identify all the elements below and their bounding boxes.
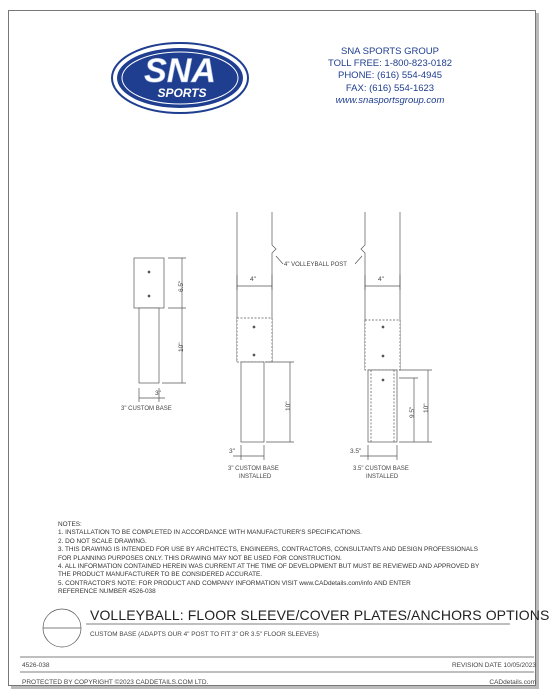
drawing-title: VOLLEYBALL: FLOOR SLEEVE/COVER PLATES/ANCHORS OPTIONS bbox=[90, 607, 550, 623]
drawing-number: 4526-038 bbox=[22, 662, 50, 669]
base1-dim-width: 3" bbox=[155, 390, 161, 397]
copyright-notice: PROTECTED BY COPYRIGHT ©2023 CADDETAILS.COM LTD. bbox=[22, 679, 209, 686]
logo-sub-text: SPORTS bbox=[157, 86, 207, 100]
note-line: REFERENCE NUMBER 4526-038 bbox=[58, 588, 156, 596]
base2-drawing bbox=[233, 212, 294, 460]
company-toll-free: TOLL FREE: 1-800-823-0182 bbox=[327, 58, 453, 70]
notes-section bbox=[58, 521, 508, 597]
note-line: 4. ALL INFORMATION CONTAINED HEREIN WAS CURRENT AT THE TIME OF DEVELOPMENT BUT MUST BE REVIEWED AND APPROVED BY bbox=[58, 563, 480, 571]
note-line: 2. DO NOT SCALE DRAWING. bbox=[58, 537, 147, 545]
base3-label-line2: INSTALLED bbox=[366, 474, 399, 480]
base3-dim-base: 3.5" bbox=[350, 448, 362, 455]
company-name: SNA SPORTS GROUP bbox=[340, 46, 439, 57]
post-label: 4" VOLLEYBALL POST bbox=[284, 262, 347, 268]
base3-drawing bbox=[360, 212, 432, 460]
base1-dim-upper: 6.5" bbox=[178, 280, 185, 292]
company-phone: PHONE: (616) 554-4945 bbox=[337, 70, 443, 82]
source-credit: CADdetails.com bbox=[489, 679, 536, 686]
company-website: www.snasportsgroup.com bbox=[335, 94, 445, 106]
base1-label: 3" CUSTOM BASE bbox=[121, 406, 172, 412]
base3-label-line1: 3.5" CUSTOM BASE bbox=[353, 466, 409, 472]
drawing-subtitle: CUSTOM BASE (ADAPTS OUR 4" POST TO FIT 3" OR 3.5" FLOOR SLEEVES) bbox=[90, 631, 319, 638]
company-fax: FAX: (616) 554-1623 bbox=[345, 82, 435, 94]
base2-label-line2: INSTALLED bbox=[239, 474, 272, 480]
base2-dim-height: 10" bbox=[285, 401, 292, 411]
base3-dim-inner: 9.5" bbox=[409, 406, 416, 418]
revision-date: REVISION DATE 10/05/2023 bbox=[451, 662, 536, 669]
title-block bbox=[38, 604, 550, 656]
base2-dim-base: 3" bbox=[229, 448, 235, 455]
base1-dim-lower: 10" bbox=[178, 342, 185, 352]
note-line: FOR PLANNING PURPOSES ONLY. THIS DRAWING MAY NOT BE USED FOR CONSTRUCTION. bbox=[58, 554, 342, 562]
note-line: 5. CONTRACTOR'S NOTE: FOR PRODUCT AND COMPANY INFORMATION VISIT www.CADdetails.com/info AND ENTER bbox=[58, 579, 411, 587]
note-line: THE PRODUCT MANUFACTURER TO BE CONSIDERED ACCURATE. bbox=[58, 571, 263, 579]
logo-main-text: SNA bbox=[144, 52, 216, 90]
base3-dim-height: 10" bbox=[423, 403, 430, 413]
base2-dim-post: 4" bbox=[250, 276, 256, 283]
notes-heading: NOTES: bbox=[58, 521, 82, 528]
base1-drawing bbox=[134, 258, 186, 402]
note-line: 3. THIS DRAWING IS INTENDED FOR USE BY ARCHITECTS, ENGINEERS, CONTRACTORS, CONSULTANTS AND DESIGN PROFESSIONALS bbox=[58, 546, 478, 554]
note-line: 1. INSTALLATION TO BE COMPLETED IN ACCORDANCE WITH MANUFACTURER'S SPECIFICATIONS. bbox=[58, 529, 362, 537]
base3-dim-post: 4" bbox=[378, 276, 384, 283]
base2-label-line1: 3" CUSTOM BASE bbox=[228, 466, 279, 472]
